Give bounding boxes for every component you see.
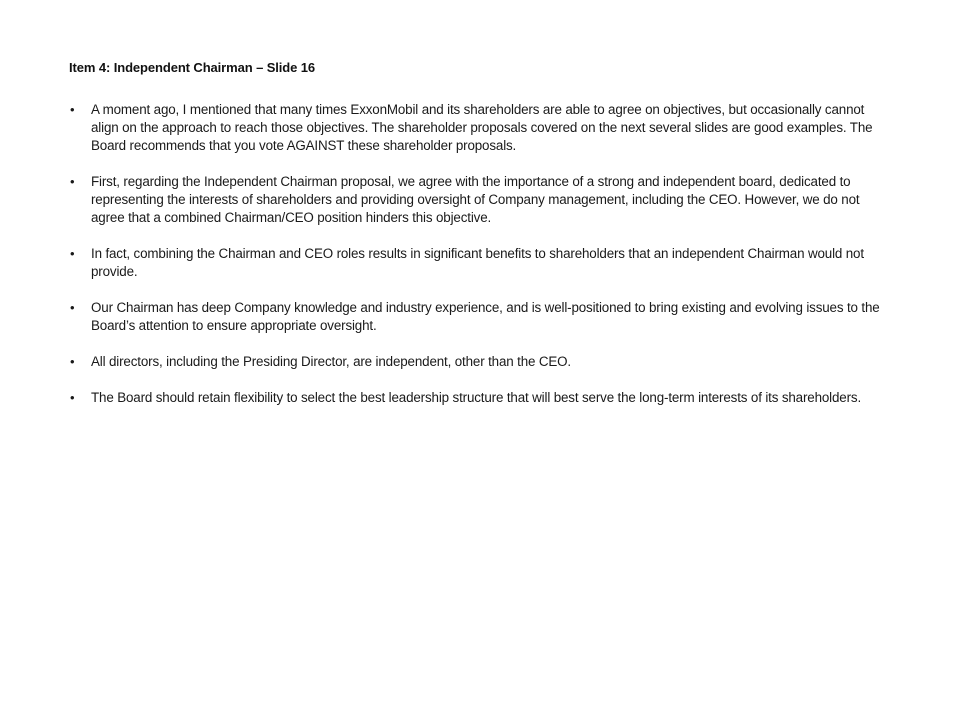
bullet-item <box>69 353 889 371</box>
bullet-text: The Board should retain flexibility to select the best leadership structure that will best serve the long-term interests of its shareholders. <box>91 390 862 405</box>
bullet-text: All directors, including the Presiding Director, are independent, other than the CEO. <box>91 354 572 369</box>
bullet-text: In fact, combining the Chairman and CEO roles results in significant benefits to shareholders that an independent Chairman would not provide. <box>91 246 864 279</box>
bullet-icon: • <box>70 102 75 117</box>
bullet-text: A moment ago, I mentioned that many times ExxonMobil and its shareholders are able to agree on objectives, but occasionally cannot align on the approach to reach those objectives. The shareholder proposals covered on the next several slides are good examples. The Board recommends that you vote AGAINST these shareholder proposals. <box>91 102 873 153</box>
bullet-icon: • <box>70 300 75 315</box>
bullet-item <box>69 173 889 227</box>
bullet-item <box>69 299 889 335</box>
bullet-icon: • <box>70 174 75 189</box>
bullet-icon: • <box>70 354 75 369</box>
bullet-text: First, regarding the Independent Chairman proposal, we agree with the importance of a strong and independent board, dedicated to representing the interests of shareholders and providing oversight of Company management, including the CEO. However, we do not agree that a combined Chairman/CEO position hinders this objective. <box>91 174 860 225</box>
bullet-icon: • <box>70 390 75 405</box>
bullet-item <box>69 101 889 155</box>
document-page <box>69 60 889 425</box>
bullet-item <box>69 245 889 281</box>
bullet-item <box>69 389 889 407</box>
bullet-text: Our Chairman has deep Company knowledge and industry experience, and is well-positioned to bring existing and evolving issues to the Board’s attention to ensure appropriate oversight. <box>91 300 880 333</box>
bullet-list <box>69 101 889 407</box>
section-heading: Item 4: Independent Chairman – Slide 16 <box>69 60 316 75</box>
bullet-icon: • <box>70 246 75 261</box>
